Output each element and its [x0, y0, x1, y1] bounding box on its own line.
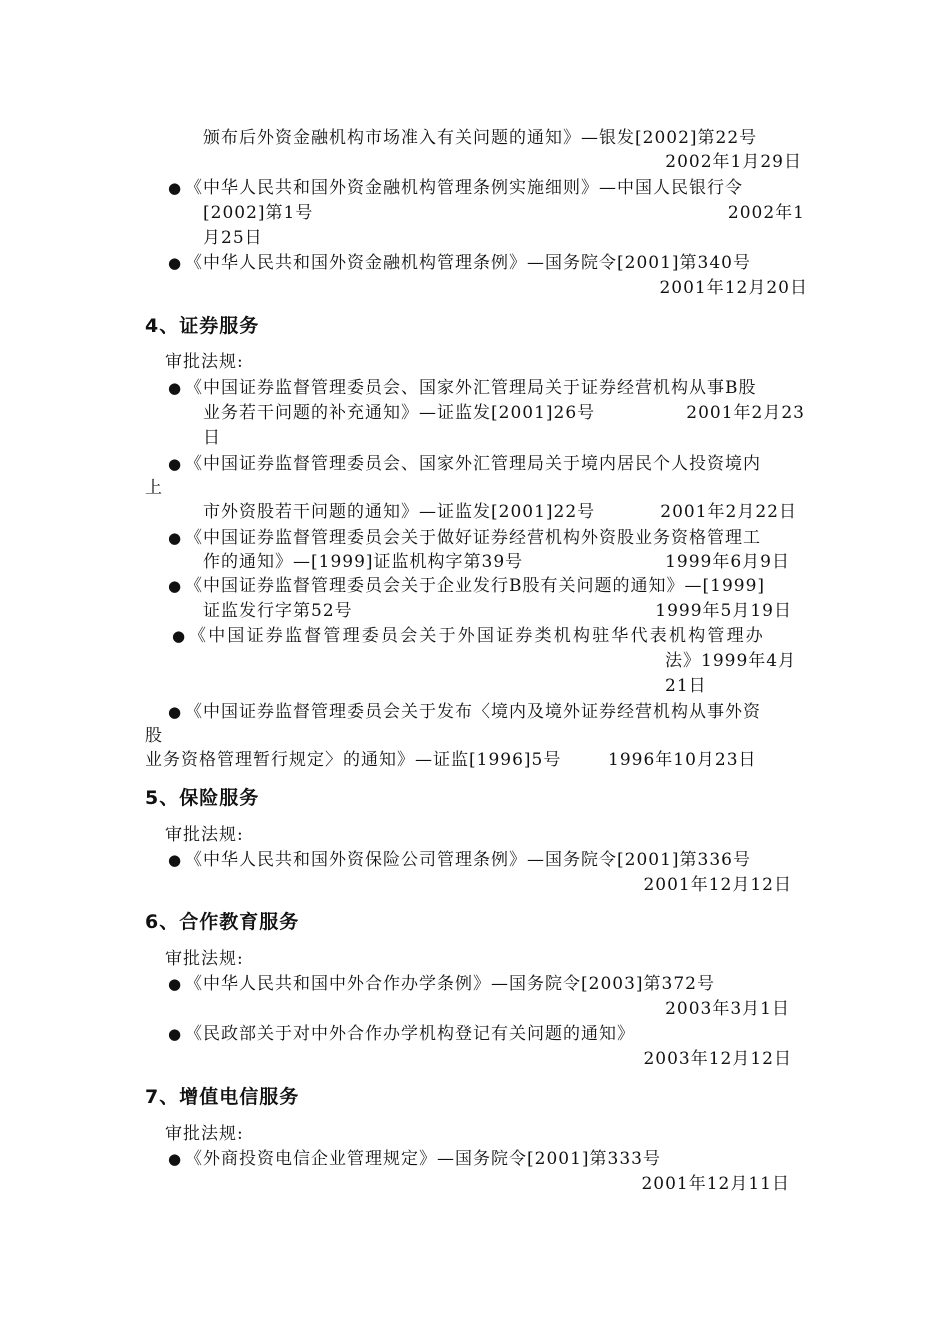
- bullet-icon: ●: [168, 975, 182, 993]
- regulation-date: 2001年2月23: [686, 403, 805, 423]
- section-subtitle: 审批法规:: [165, 352, 244, 372]
- bullet-icon: ●: [168, 379, 182, 397]
- regulation-text: 《中华人民共和国外资金融机构管理条例实施细则》—中国人民银行令: [185, 178, 743, 198]
- regulation-date: 21日: [665, 676, 707, 696]
- regulation-text: 《中国证券监督管理委员会关于外国证券类机构驻华代表机构管理办: [189, 626, 765, 646]
- regulation-text: 股: [145, 726, 163, 746]
- section-heading: 7、增值电信服务: [145, 1086, 300, 1108]
- regulation-text: 业务资格管理暂行规定〉的通知》—证监[1996]5号: [145, 750, 562, 770]
- regulation-date: 2001年12月11日: [641, 1174, 790, 1194]
- regulation-text: 作的通知》—[1999]证监机构字第39号: [203, 552, 524, 572]
- regulation-text: 《中国证券监督管理委员会关于发布〈境内及境外证券经营机构从事外资: [185, 702, 761, 722]
- bullet-icon: ●: [168, 179, 182, 197]
- regulation-date: 2001年2月22日: [660, 502, 797, 522]
- regulation-date: 日: [203, 428, 221, 448]
- regulation-date: 2001年12月20日: [659, 278, 808, 298]
- regulation-text: 《中国证券监督管理委员会、国家外汇管理局关于境内居民个人投资境内: [185, 454, 761, 474]
- regulation-text: 《中华人民共和国外资保险公司管理条例》—国务院令[2001]第336号: [185, 850, 751, 870]
- bullet-icon: ●: [168, 529, 182, 547]
- regulation-text: 法》1999年4月: [665, 651, 797, 671]
- regulation-text: 颁布后外资金融机构市场准入有关问题的通知》—银发[2002]第22号: [203, 128, 758, 148]
- bullet-icon: ●: [168, 1150, 182, 1168]
- regulation-text: 《中国证券监督管理委员会关于做好证券经营机构外资股业务资格管理工: [185, 528, 761, 548]
- regulation-text: 《中华人民共和国中外合作办学条例》—国务院令[2003]第372号: [185, 974, 715, 994]
- regulation-date: 2002年1月29日: [665, 152, 802, 172]
- bullet-icon: ●: [168, 455, 182, 473]
- regulation-text: 《中华人民共和国外资金融机构管理条例》—国务院令[2001]第340号: [185, 253, 751, 273]
- regulation-text: 上: [145, 478, 163, 498]
- section-subtitle: 审批法规:: [165, 825, 244, 845]
- regulation-text: 证监发行字第52号: [203, 601, 353, 621]
- section-heading: 5、保险服务: [145, 787, 260, 809]
- regulation-date: 1996年10月23日: [608, 750, 757, 770]
- bullet-icon: ●: [168, 254, 182, 272]
- regulation-text: [2002]第1号: [203, 203, 314, 223]
- bullet-icon: ●: [168, 577, 182, 595]
- regulation-text: 市外资股若干问题的通知》—证监发[2001]22号: [203, 502, 596, 522]
- section-heading: 4、证券服务: [145, 315, 260, 337]
- regulation-date: 月25日: [203, 228, 263, 248]
- bullet-icon: ●: [168, 1025, 182, 1043]
- regulation-text: 《外商投资电信企业管理规定》—国务院令[2001]第333号: [185, 1149, 661, 1169]
- regulation-date: 1999年6月9日: [665, 552, 790, 572]
- regulation-date: 2003年3月1日: [665, 999, 790, 1019]
- regulation-text: 《中国证券监督管理委员会、国家外汇管理局关于证券经营机构从事B股: [185, 378, 757, 398]
- regulation-text: 业务若干问题的补充通知》—证监发[2001]26号: [203, 403, 596, 423]
- bullet-icon: ●: [168, 703, 182, 721]
- regulation-date: 2003年12月12日: [643, 1049, 792, 1069]
- bullet-icon: ●: [168, 851, 182, 869]
- regulation-text: 《民政部关于对中外合作办学机构登记有关问题的通知》: [185, 1024, 635, 1044]
- regulation-date: 1999年5月19日: [655, 601, 792, 621]
- section-subtitle: 审批法规:: [165, 949, 244, 969]
- section-subtitle: 审批法规:: [165, 1124, 244, 1144]
- regulation-text: 《中国证券监督管理委员会关于企业发行B股有关问题的通知》—[1999]: [185, 576, 766, 596]
- regulation-date: 2002年1: [727, 203, 805, 223]
- section-heading: 6、合作教育服务: [145, 911, 300, 933]
- bullet-icon: ●: [172, 627, 186, 645]
- regulation-date: 2001年12月12日: [643, 875, 792, 895]
